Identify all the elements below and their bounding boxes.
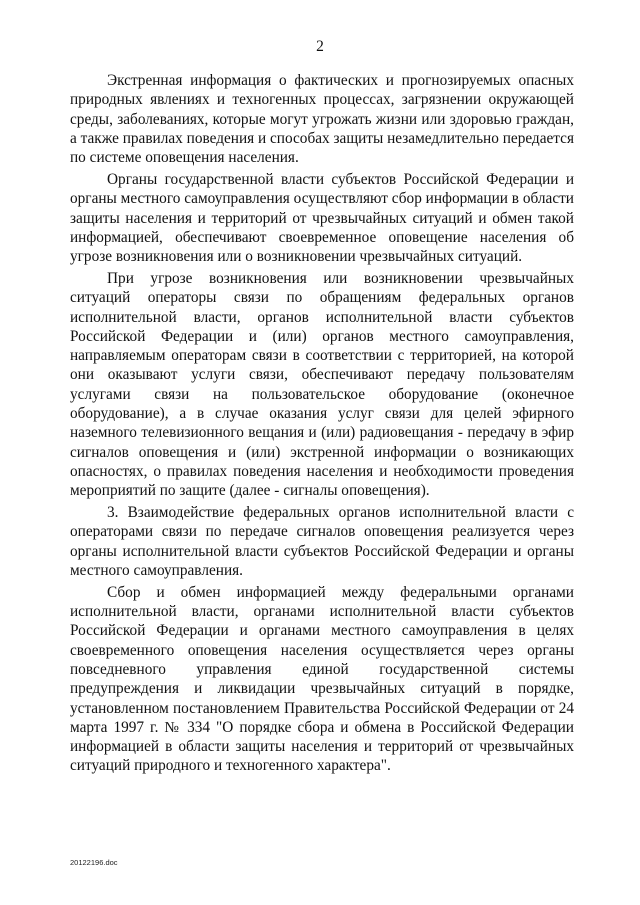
paragraph-telecom-operators: При угрозе возникновения или возникновении чрезвычайных ситуаций операторы связи по обращениям федеральных органов исполнительной власти, органов исполнительной власти субъектов Российской Федерации и (или) органов местного самоуправления, направляемым операторам связи в соответствии с территорией, на которой они оказывают услуги связи, обеспечивают передачу пользователям услугами связи на пользовательское оборудование (оконечное оборудование), а в случае оказания услуг связи для целей эфирного наземного телевизионного вещания и (или) радиовещания - передачу в эфир сигналов оповещения и (или) экстренной информации о возникающих опасностях, о правилах поведения населения и необходимости проведения мероприятий по защите (далее - сигналы оповещения). — [70, 269, 574, 500]
paragraph-information-exchange: Сбор и обмен информацией между федеральными органами исполнительной власти, органами исполнительной власти субъектов Российской Федерации и органами местного самоуправления в целях своевременного оповещения населения осуществляется через органы повседневного управления единой государственной системы предупреждения и ликвидации чрезвычайных ситуаций в порядке, установленном постановлением Правительства Российской Федерации от 24 марта 1997 г. № 334 "О порядке сбора и обмена в Российской Федерации информацией в области защиты населения и территорий от чрезвычайных ситуаций природного и техногенного характера". — [70, 583, 574, 775]
page-number: 2 — [316, 38, 324, 55]
paragraph-emergency-info: Экстренная информация о фактических и прогнозируемых опасных природных явлениях и техногенных процессах, загрязнении окружающей среды, заболеваниях, которые могут угрожать жизни или здоровью граждан, а также правилах поведения и способах защиты незамедлительно передается по системе оповещения населения. — [70, 72, 574, 167]
document-body — [70, 71, 574, 778]
paragraph-interaction-clause-3: 3. Взаимодействие федеральных органов исполнительной власти с операторами связи по передаче сигналов оповещения реализуется через органы исполнительной власти субъектов Российской Федерации и органы местного самоуправления. — [70, 504, 574, 579]
footer-document-code: 20122196.doc — [70, 858, 118, 867]
paragraph-state-authorities: Органы государственной власти субъектов Российской Федерации и органы местного самоуправления осуществляют сбор информации в области защиты населения и территорий от чрезвычайных ситуаций и обмен такой информацией, обеспечивают своевременное оповещение населения об угрозе возникновения или о возникновении чрезвычайных ситуаций. — [70, 170, 574, 266]
